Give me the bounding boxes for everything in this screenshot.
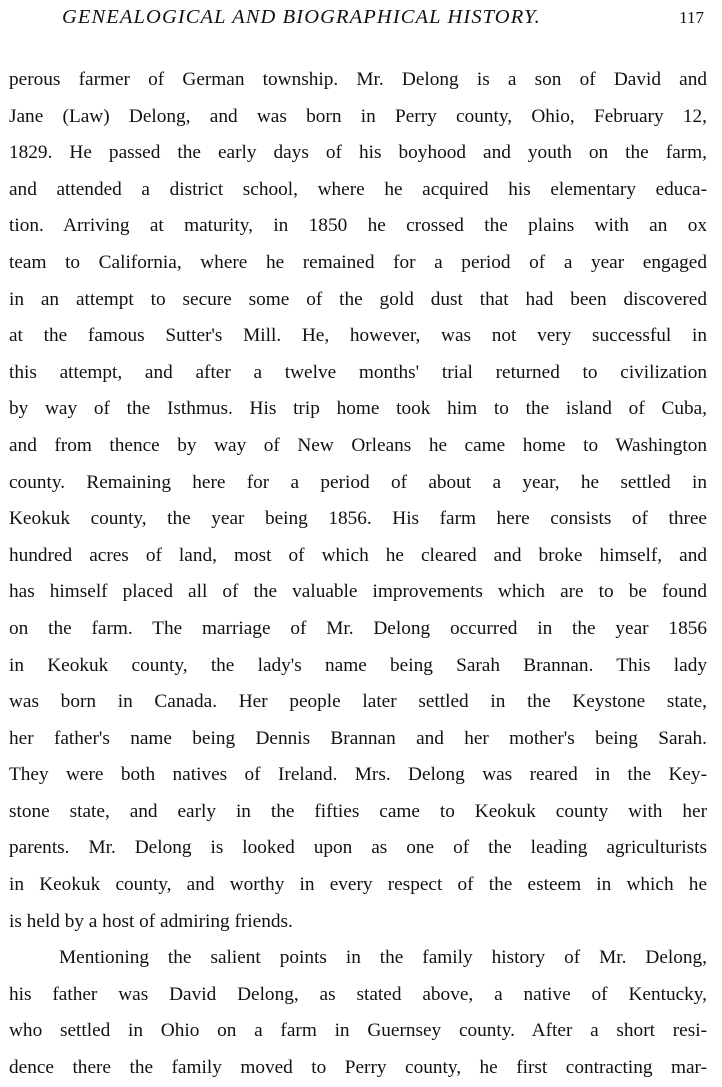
text-line: in an attempt to secure some of the gold dust that had been discovered: [9, 288, 707, 310]
text-line: Jane (Law) Delong, and was born in Perry county, Ohio, February 12,: [9, 105, 707, 127]
text-line: by way of the Isthmus. His trip home took him to the island of Cuba,: [9, 398, 707, 420]
text-line: and attended a district school, where he acquired his elementary educa-: [9, 178, 707, 200]
text-line: hundred acres of land, most of which he cleared and broke himself, and: [9, 544, 707, 566]
text-line: county. Remaining here for a period of about a year, he settled in: [9, 471, 707, 493]
running-title: GENEALOGICAL AND BIOGRAPHICAL HISTORY.: [62, 6, 541, 28]
text-line: 1829. He passed the early days of his boyhood and youth on the farm,: [9, 142, 707, 164]
text-line: Keokuk county, the year being 1856. His farm here consists of three: [9, 508, 707, 530]
text-line: was born in Canada. Her people later settled in the Keystone state,: [9, 691, 707, 713]
running-head: [62, 6, 710, 32]
text-line: stone state, and early in the fifties came to Keokuk county with her: [9, 800, 707, 822]
body-text: [9, 62, 707, 1087]
text-line: perous farmer of German township. Mr. Delong is a son of David and: [9, 69, 707, 90]
text-line: tion. Arriving at maturity, in 1850 he crossed the plains with an ox: [9, 215, 707, 237]
text-line: who settled in Ohio on a farm in Guernsey county. After a short resi-: [9, 1020, 707, 1042]
paragraph-start-line: Mentioning the salient points in the family history of Mr. Delong,: [59, 947, 707, 969]
text-line: They were both natives of Ireland. Mrs. Delong was reared in the Key-: [9, 764, 707, 786]
text-line: her father's name being Dennis Brannan and her mother's being Sarah.: [9, 727, 707, 749]
text-line: on the farm. The marriage of Mr. Delong occurred in the year 1856: [9, 617, 707, 639]
text-line: dence there the family moved to Perry county, he first contracting mar-: [9, 1057, 707, 1079]
text-line: parents. Mr. Delong is looked upon as one of the leading agriculturists: [9, 837, 707, 859]
page-number: 117: [679, 8, 704, 27]
text-line: his father was David Delong, as stated above, a native of Kentucky,: [9, 983, 707, 1005]
text-line: in Keokuk county, the lady's name being Sarah Brannan. This lady: [9, 654, 707, 676]
paragraph-end-line: is held by a host of admiring friends.: [9, 910, 293, 932]
text-line: has himself placed all of the valuable improvements which are to be found: [9, 581, 707, 603]
text-line: and from thence by way of New Orleans he came home to Washington: [9, 434, 707, 456]
text-line: at the famous Sutter's Mill. He, however, was not very successful in: [9, 325, 707, 347]
text-line: in Keokuk county, and worthy in every respect of the esteem in which he: [9, 874, 707, 896]
text-line: this attempt, and after a twelve months' trial returned to civilization: [9, 361, 707, 383]
text-line: team to California, where he remained for a period of a year engaged: [9, 251, 707, 273]
